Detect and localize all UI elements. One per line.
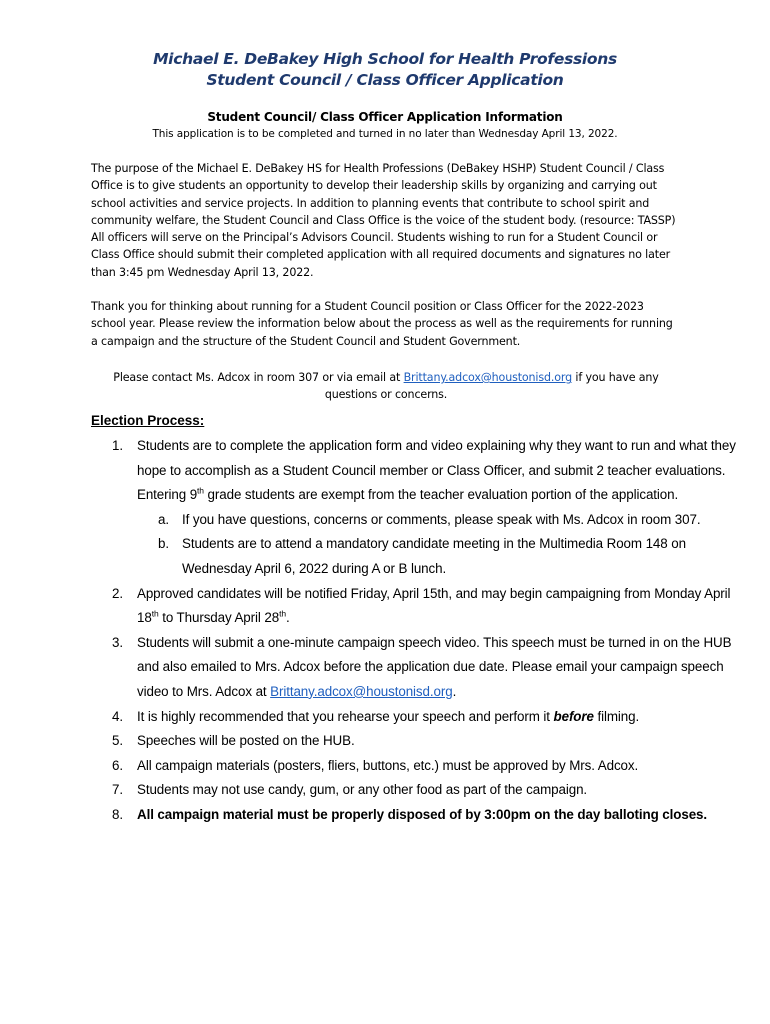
- list-item-text: Speeches will be posted on the HUB.: [137, 733, 355, 749]
- list-item-text: It is highly recommended that you rehearse your speech and perform it: [137, 708, 554, 724]
- contact-paragraph: [91, 369, 681, 404]
- list-item: [112, 582, 737, 631]
- list-item-text: Students may not use candy, gum, or any other food as part of the campaign.: [137, 782, 588, 798]
- list-item-text: Students are to complete the application form and video explaining why they want to run and what they hope to accomplish as a Student Council member or Class Officer, and submit 2 teacher evaluations. Entering 9: [137, 438, 736, 503]
- list-item: [112, 754, 737, 779]
- list-number: 6.: [112, 757, 123, 773]
- list-item-text: Approved candidates will be notified Friday, April 15th, and may begin campaigning from Monday April 18: [137, 585, 731, 626]
- sub-list-item-text: If you have questions, concerns or comments, please speak with Ms. Adcox in room 307.: [182, 511, 701, 527]
- list-item-text: .: [452, 683, 457, 699]
- list-item-text: to Thursday April 28: [158, 610, 280, 626]
- sub-list-letter: a.: [158, 511, 169, 527]
- list-number: 3.: [112, 634, 123, 650]
- list-item-text: filming.: [593, 708, 640, 724]
- emphasis-text: before: [553, 708, 594, 724]
- list-item: [112, 803, 737, 828]
- sub-list-item: [158, 532, 737, 581]
- election-steps-list: [91, 434, 737, 828]
- list-number: 7.: [112, 782, 123, 798]
- list-number: 1.: [112, 438, 123, 453]
- purpose-paragraph: The purpose of the Michael E. DeBakey HS for Health Professions (DeBakey HSHP) Student Council / Class Office is to give students an opportunity to develop their leadership skills by organizing and carrying out school activities and service projects. In addition to planning events that contribute to school spirit and community welfare, the Student Council and Class Office is the voice of the student body. (resource: TASSP) All officers will serve on the Principal’s Advisors Council. Students wishing to run for a Student Council or Class Office should submit their completed application with all required documents and signatures no later than 3:45 pm Wednesday April 13, 2022.: [91, 162, 676, 279]
- sub-list: [137, 508, 737, 582]
- list-item-text: Students will submit a one-minute campaign speech video. This speech must be turned in on the HUB and also emailed to Mrs. Adcox before the application due date. Please email your campaign speech video to Mrs. Adcox at: [137, 634, 732, 699]
- school-title: Michael E. DeBakey High School for Health Professions: [153, 50, 617, 68]
- list-item: [112, 705, 737, 730]
- contact-email-link[interactable]: Brittany.adcox@houstonisd.org: [403, 371, 573, 384]
- deadline-note: This application is to be completed and turned in no later than Wednesday April 13, 2022.: [152, 128, 618, 140]
- contact-text-after: if you have any questions or concerns.: [324, 371, 659, 402]
- list-item: [112, 434, 737, 582]
- list-item-text: All campaign material must be properly disposed of by 3:00pm on the day balloting closes.: [137, 806, 708, 822]
- list-number: 8.: [112, 806, 123, 822]
- list-item: [112, 631, 737, 705]
- list-item: [112, 729, 737, 754]
- ordinal-suffix: th: [279, 608, 286, 619]
- ordinal-suffix: th: [197, 485, 204, 496]
- list-number: 4.: [112, 708, 123, 724]
- speech-email-link[interactable]: Brittany.adcox@houstonisd.org: [270, 683, 453, 699]
- info-heading: Student Council/ Class Officer Application Information: [207, 110, 563, 124]
- list-item: [112, 778, 737, 803]
- ordinal-suffix: th: [151, 608, 159, 619]
- list-item-text: All campaign materials (posters, fliers, buttons, etc.) must be approved by Mrs. Adcox.: [137, 757, 639, 773]
- list-number: 5.: [112, 733, 123, 749]
- list-item-text: .: [285, 610, 290, 626]
- list-item-text: grade students are exempt from the teacher evaluation portion of the application.: [203, 487, 679, 503]
- thank-you-paragraph: Thank you for thinking about running for a Student Council position or Class Officer for the 2022-2023 school year. Please review the information below about the process as well as the requirements for running a campaign and the structure of the Student Council and Student Government.: [91, 300, 673, 348]
- contact-text-before: Please contact Ms. Adcox in room 307 or via email at: [113, 371, 404, 384]
- sub-list-item: [158, 508, 737, 533]
- application-title: Student Council / Class Officer Application: [206, 71, 564, 89]
- election-process-heading: Election Process:: [91, 413, 205, 428]
- sub-list-item-text: Students are to attend a mandatory candidate meeting in the Multimedia Room 148 on Wednesday April 6, 2022 during A or B lunch.: [182, 536, 686, 576]
- list-number: 2.: [112, 585, 123, 601]
- sub-list-letter: b.: [158, 536, 169, 552]
